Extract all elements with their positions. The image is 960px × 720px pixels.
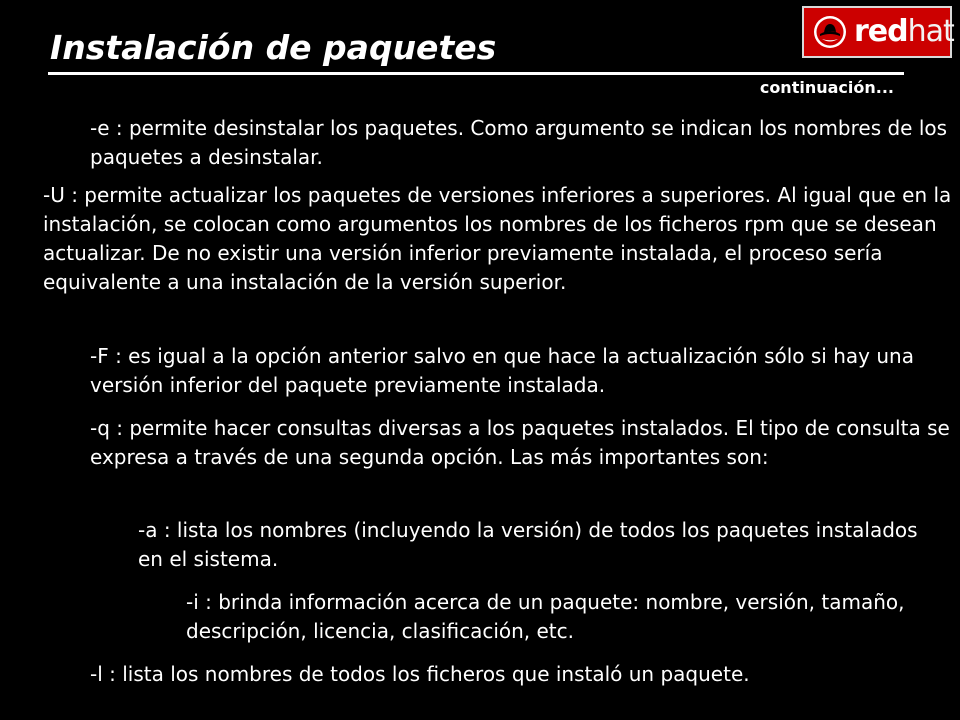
option-U-paragraph: -U : permite actualizar los paquetes de versiones inferiores a superiores. Al igual que en la instalación, se colocan como argumentos los nombres de los ficheros rpm que se desean actualizar. De no existir una versión inferior previamente instalada, el proceso sería equivalente a una instalación de la versión superior. <box>43 183 952 294</box>
redhat-wordmark <box>854 14 954 50</box>
option-a-paragraph: -a : lista los nombres (incluyendo la versión) de todos los paquetes instalados en el sistema. <box>138 518 918 571</box>
wordmark-hat: hat <box>907 14 954 49</box>
option-F-paragraph: -F : es igual a la opción anterior salvo en que hace la actualización sólo si hay una versión inferior del paquete previamente instalada. <box>90 344 914 397</box>
option-q-paragraph: -q : permite hacer consultas diversas a los paquetes instalados. El tipo de consulta se expresa a través de una segunda opción. Las más importantes son: <box>90 416 950 469</box>
slide-title: Instalación de paquetes <box>50 28 497 67</box>
option-e-paragraph: -e : permite desinstalar los paquetes. Como argumento se indican los nombres de los paquetes a desinstalar. <box>90 116 948 169</box>
option-i-paragraph: -i : brinda información acerca de un paquete: nombre, versión, tamaño, descripción, licencia, clasificación, etc. <box>186 590 905 643</box>
redhat-logo <box>802 6 952 58</box>
title-underline <box>48 72 904 75</box>
option-l-paragraph: -l : lista los nombres de todos los ficheros que instaló un paquete. <box>90 662 750 686</box>
slide-subtitle: continuación... <box>759 78 894 97</box>
wordmark-red: red <box>854 14 908 49</box>
redhat-shadowman-icon <box>812 14 848 50</box>
